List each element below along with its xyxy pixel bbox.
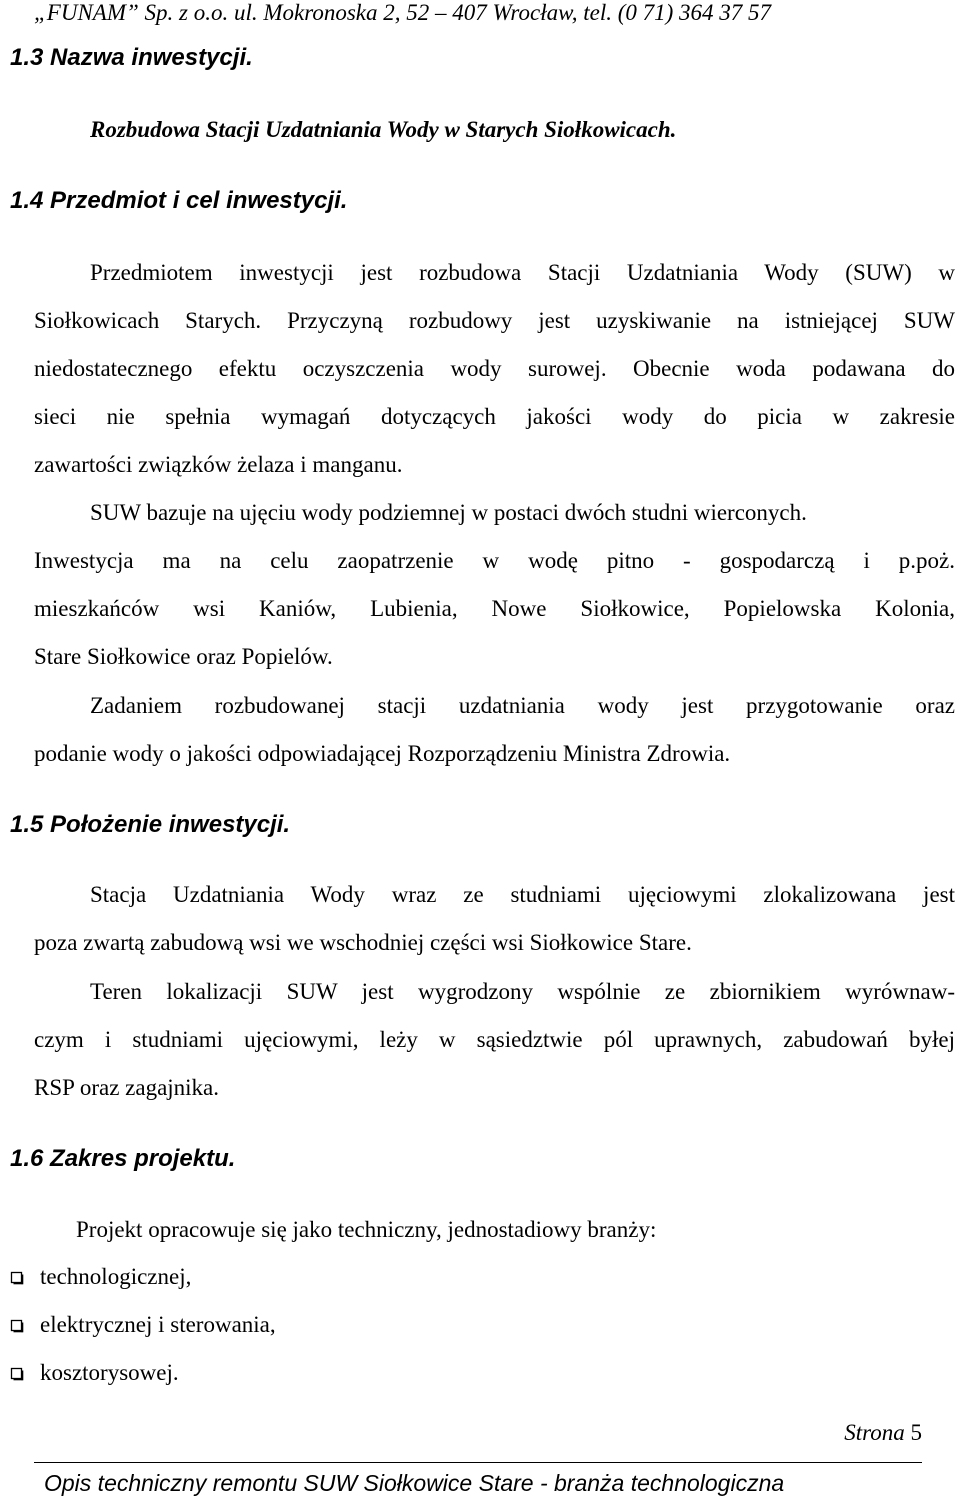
page-header: „FUNAM” Sp. z o.o. ul. Mokronoska 2, 52 – 407 Wrocław, tel. (0 71) 364 37 57: [34, 0, 772, 25]
page-footer: Opis techniczny remontu SUW Siołkowice Stare - branża technologiczna: [44, 1470, 785, 1496]
paragraph-line: Przedmiotem inwestycji jest rozbudowa Stacji Uzdatniania Wody (SUW) w: [90, 260, 955, 285]
investment-name: Rozbudowa Stacji Uzdatniania Wody w Starych Siołkowicach.: [90, 117, 677, 142]
list-item-label: technologicznej,: [40, 1264, 192, 1289]
paragraph-line: Zadaniem rozbudowanej stacji uzdatniania wody jest przygotowanie oraz: [90, 693, 955, 718]
paragraph-line: Inwestycja ma na celu zaopatrzenie w wodę pitno - gospodarczą i p.poż.: [34, 548, 955, 573]
section-heading-1-4: 1.4 Przedmiot i cel inwestycji.: [10, 187, 348, 214]
paragraph-line: podanie wody o jakości odpowiadającej Rozporządzeniu Ministra Zdrowia.: [34, 741, 731, 766]
paragraph-line: Teren lokalizacji SUW jest wygrodzony wspólnie ze zbiornikiem wyrównaw-: [90, 979, 955, 1004]
section-heading-1-3: 1.3 Nazwa inwestycji.: [10, 44, 253, 71]
page-number-label: Strona: [844, 1420, 905, 1445]
list-item-label: elektrycznej i sterowania,: [40, 1312, 276, 1337]
section-heading-1-5: 1.5 Położenie inwestycji.: [10, 811, 291, 838]
paragraph-line: sieci nie spełnia wymagań dotyczących jakości wody do picia w zakresie: [34, 404, 955, 429]
page-number: [844, 1418, 922, 1448]
checkbox-bullet-icon: [10, 1271, 24, 1285]
paragraph-line: czym i studniami ujęciowymi, leży w sąsiedztwie pól uprawnych, zabudowań byłej: [34, 1027, 955, 1052]
paragraph-line: RSP oraz zagajnika.: [34, 1075, 220, 1100]
paragraph-line: zawartości związków żelaza i manganu.: [34, 452, 403, 477]
checkbox-bullet-icon: [10, 1319, 24, 1333]
scope-intro: Projekt opracowuje się jako techniczny, jednostadiowy branży:: [76, 1217, 657, 1242]
paragraph-line: SUW bazuje na ujęciu wody podziemnej w postaci dwóch studni wierconych.: [90, 500, 807, 525]
paragraph-line: poza zwartą zabudową wsi we wschodniej części wsi Siołkowice Stare.: [34, 930, 692, 955]
paragraph-line: Stacja Uzdatniania Wody wraz ze studniami ujęciowymi zlokalizowana jest: [90, 882, 955, 907]
section-heading-1-6: 1.6 Zakres projektu.: [10, 1145, 236, 1172]
checkbox-bullet-icon: [10, 1367, 24, 1381]
footer-divider: [34, 1462, 922, 1463]
page-number-value: 5: [910, 1420, 922, 1445]
paragraph-line: niedostatecznego efektu oczyszczenia wody surowej. Obecnie woda podawana do: [34, 356, 955, 381]
list-item-label: kosztorysowej.: [40, 1360, 179, 1385]
paragraph-line: mieszkańców wsi Kaniów, Lubienia, Nowe Siołkowice, Popielowska Kolonia,: [34, 596, 955, 621]
paragraph-line: Stare Siołkowice oraz Popielów.: [34, 644, 333, 669]
paragraph-line: Siołkowicach Starych. Przyczyną rozbudowy jest uzyskiwanie na istniejącej SUW: [34, 308, 955, 333]
